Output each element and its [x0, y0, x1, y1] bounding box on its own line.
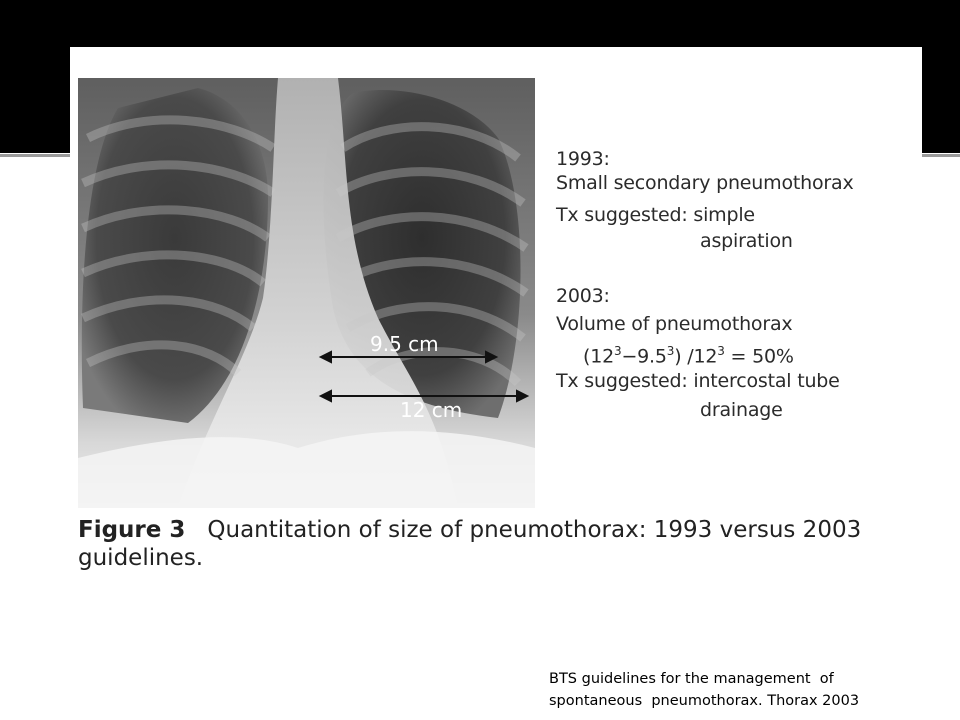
formula-exponent-3: 3 [717, 344, 725, 358]
measure-label-9-5cm: 9.5 cm [370, 332, 439, 356]
year-1993-heading: 1993: [556, 148, 610, 170]
formula-exponent-1: 3 [614, 344, 622, 358]
text-2003-line-4: drainage [700, 399, 783, 421]
divider-rule-left [0, 154, 70, 157]
text-2003-line-3: Tx suggested: intercostal tube [556, 370, 840, 392]
text-2003-line-1: Volume of pneumothorax [556, 313, 793, 335]
formula-part-1: (12 [583, 345, 614, 368]
formula-exponent-2: 3 [666, 344, 675, 358]
citation-line-1: BTS guidelines for the management of [549, 671, 834, 687]
text-1993-line-3: aspiration [700, 230, 793, 252]
formula-part-3: ) /12 [674, 345, 718, 368]
chest-xray-image [78, 78, 535, 508]
divider-rule-right [922, 154, 960, 157]
figure-caption-label: Figure 3 [78, 517, 186, 543]
figure-caption-text: Quantitation of size of pneumothorax: 1993 versus 2003 guidelines. [78, 517, 862, 571]
formula-part-2: −9.5 [621, 345, 667, 368]
text-1993-line-2: Tx suggested: simple [556, 204, 755, 226]
citation [549, 668, 949, 712]
measure-label-12cm: 12 cm [400, 398, 463, 422]
year-2003-heading: 2003: [556, 285, 610, 307]
volume-formula [583, 340, 794, 367]
formula-part-4: = 50% [724, 345, 794, 368]
text-1993-line-1: Small secondary pneumothorax [556, 172, 854, 194]
citation-line-2: spontaneous pneumothorax. Thorax 2003 [549, 693, 860, 709]
figure-caption [78, 516, 898, 572]
